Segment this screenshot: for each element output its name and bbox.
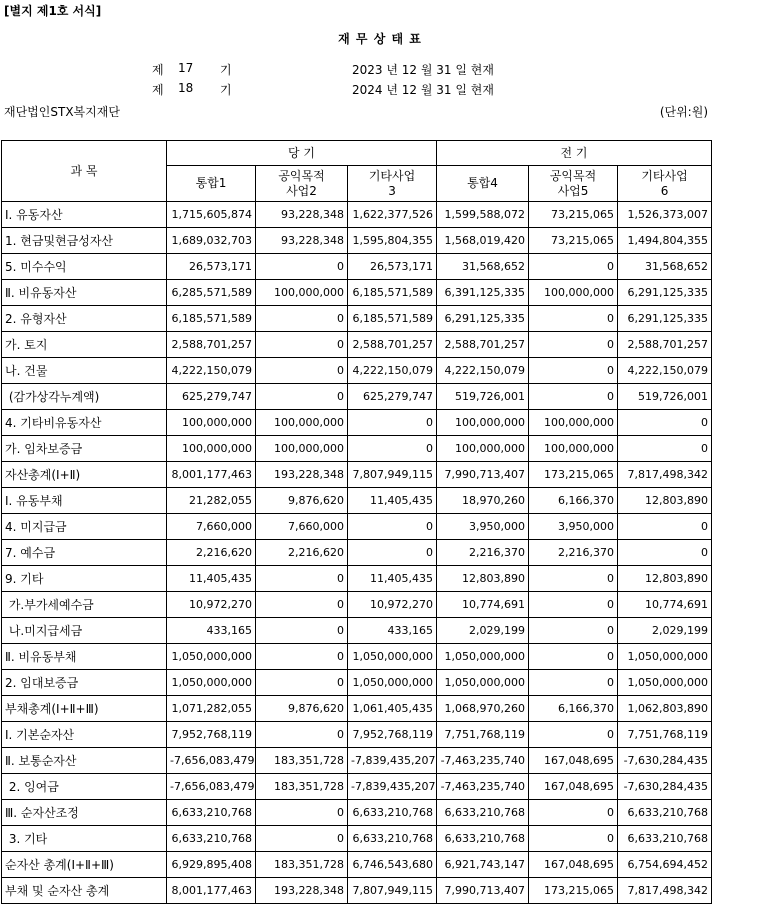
row-value: 1,494,804,355 bbox=[618, 228, 712, 254]
row-value: 1,071,282,055 bbox=[167, 696, 256, 722]
row-value: 0 bbox=[529, 670, 618, 696]
row-value: 4,222,150,079 bbox=[618, 358, 712, 384]
row-label: 부채총계(Ⅰ+Ⅱ+Ⅲ) bbox=[2, 696, 167, 722]
row-value: 73,215,065 bbox=[529, 228, 618, 254]
row-value: 0 bbox=[256, 618, 348, 644]
row-value: 0 bbox=[618, 436, 712, 462]
row-value: 167,048,695 bbox=[529, 852, 618, 878]
row-value: 1,595,804,355 bbox=[348, 228, 437, 254]
row-value: 2,029,199 bbox=[618, 618, 712, 644]
row-label: 자산총계(Ⅰ+Ⅱ) bbox=[2, 462, 167, 488]
table-row bbox=[2, 358, 712, 384]
row-value: 6,921,743,147 bbox=[437, 852, 529, 878]
column-header-line: 기타사업 bbox=[641, 168, 688, 183]
row-value: 0 bbox=[529, 618, 618, 644]
row-value: 93,228,348 bbox=[256, 202, 348, 228]
row-label: 5. 미수수익 bbox=[2, 254, 167, 280]
row-label: Ⅱ. 비유동부채 bbox=[2, 644, 167, 670]
row-value: 1,622,377,526 bbox=[348, 202, 437, 228]
previous-period-header: 전 기 bbox=[437, 141, 712, 166]
row-value: 0 bbox=[256, 384, 348, 410]
row-value: -7,656,083,479 bbox=[167, 748, 256, 774]
column-header-1 bbox=[167, 166, 256, 202]
table-row bbox=[2, 592, 712, 618]
row-value: 0 bbox=[256, 306, 348, 332]
row-value: 433,165 bbox=[348, 618, 437, 644]
period-2-prefix: 제 bbox=[152, 83, 164, 97]
entity-name: 재단법인STX복지재단 bbox=[4, 105, 120, 119]
row-value: 6,929,895,408 bbox=[167, 852, 256, 878]
column-header-3 bbox=[348, 166, 437, 202]
row-value: 1,050,000,000 bbox=[437, 670, 529, 696]
row-label: 1. 현금및현금성자산 bbox=[2, 228, 167, 254]
row-value: 6,633,210,768 bbox=[618, 826, 712, 852]
subject-header: 과 목 bbox=[2, 141, 167, 202]
row-value: 0 bbox=[529, 592, 618, 618]
table-row bbox=[2, 228, 712, 254]
column-header-line: 통합4 bbox=[467, 176, 498, 190]
row-label: Ⅰ. 유동자산 bbox=[2, 202, 167, 228]
row-label: (감가상각누계액) bbox=[2, 384, 167, 410]
row-value: 0 bbox=[529, 306, 618, 332]
period-2-suffix: 기 bbox=[220, 83, 232, 97]
row-value: 173,215,065 bbox=[529, 462, 618, 488]
row-value: 1,050,000,000 bbox=[348, 644, 437, 670]
row-value: 12,803,890 bbox=[618, 566, 712, 592]
row-value: 3,950,000 bbox=[529, 514, 618, 540]
column-header-6 bbox=[618, 166, 712, 202]
table-row bbox=[2, 566, 712, 592]
row-value: 6,291,125,335 bbox=[618, 306, 712, 332]
row-value: 193,228,348 bbox=[256, 878, 348, 904]
row-value: 100,000,000 bbox=[437, 436, 529, 462]
row-value: 0 bbox=[348, 436, 437, 462]
row-value: 2,216,620 bbox=[256, 540, 348, 566]
row-value: 0 bbox=[529, 566, 618, 592]
row-value: 519,726,001 bbox=[437, 384, 529, 410]
column-header-line: 기타사업 bbox=[368, 168, 416, 183]
row-value: 173,215,065 bbox=[529, 878, 618, 904]
row-value: 0 bbox=[256, 800, 348, 826]
row-value: 7,751,768,119 bbox=[437, 722, 529, 748]
row-value: 12,803,890 bbox=[437, 566, 529, 592]
row-label: 나. 건물 bbox=[2, 358, 167, 384]
row-value: 1,050,000,000 bbox=[618, 644, 712, 670]
table-row bbox=[2, 410, 712, 436]
row-value: 10,972,270 bbox=[348, 592, 437, 618]
row-value: 4,222,150,079 bbox=[167, 358, 256, 384]
row-value: 1,689,032,703 bbox=[167, 228, 256, 254]
row-value: 0 bbox=[529, 800, 618, 826]
row-value: 8,001,177,463 bbox=[167, 462, 256, 488]
row-value: 0 bbox=[618, 540, 712, 566]
row-value: 26,573,171 bbox=[167, 254, 256, 280]
period-2-date: 2024 년 12 월 31 일 현재 bbox=[352, 83, 494, 97]
row-label: 4. 미지급금 bbox=[2, 514, 167, 540]
row-value: 6,633,210,768 bbox=[437, 800, 529, 826]
row-value: 1,568,019,420 bbox=[437, 228, 529, 254]
row-label: Ⅲ. 순자산조정 bbox=[2, 800, 167, 826]
table-row bbox=[2, 280, 712, 306]
row-value: 100,000,000 bbox=[256, 436, 348, 462]
table-row bbox=[2, 488, 712, 514]
row-label: 가. 토지 bbox=[2, 332, 167, 358]
row-value: -7,630,284,435 bbox=[618, 774, 712, 800]
row-value: 10,972,270 bbox=[167, 592, 256, 618]
row-value: 7,807,949,115 bbox=[348, 878, 437, 904]
row-label: 가.부가세예수금 bbox=[2, 592, 167, 618]
row-value: 100,000,000 bbox=[529, 280, 618, 306]
row-value: 100,000,000 bbox=[256, 410, 348, 436]
row-value: -7,463,235,740 bbox=[437, 748, 529, 774]
column-header-line: 3 bbox=[388, 183, 396, 198]
row-value: 2,216,620 bbox=[167, 540, 256, 566]
row-value: 6,291,125,335 bbox=[437, 306, 529, 332]
row-value: 7,952,768,119 bbox=[167, 722, 256, 748]
row-value: 0 bbox=[256, 332, 348, 358]
period-1-prefix: 제 bbox=[152, 63, 164, 77]
row-value: 1,061,405,435 bbox=[348, 696, 437, 722]
row-value: 433,165 bbox=[167, 618, 256, 644]
row-value: 1,062,803,890 bbox=[618, 696, 712, 722]
row-value: -7,656,083,479 bbox=[167, 774, 256, 800]
row-value: 0 bbox=[529, 826, 618, 852]
row-label: 가. 임차보증금 bbox=[2, 436, 167, 462]
table-row bbox=[2, 306, 712, 332]
row-value: 6,285,571,589 bbox=[167, 280, 256, 306]
row-value: 1,050,000,000 bbox=[437, 644, 529, 670]
column-header-line: 통합1 bbox=[195, 176, 227, 190]
row-value: 0 bbox=[529, 332, 618, 358]
row-value: 0 bbox=[348, 514, 437, 540]
row-value: 6,166,370 bbox=[529, 696, 618, 722]
row-value: 1,050,000,000 bbox=[618, 670, 712, 696]
row-value: 7,952,768,119 bbox=[348, 722, 437, 748]
row-value: 0 bbox=[256, 826, 348, 852]
row-value: 7,817,498,342 bbox=[618, 462, 712, 488]
row-value: 10,774,691 bbox=[437, 592, 529, 618]
table-row bbox=[2, 800, 712, 826]
table-row bbox=[2, 332, 712, 358]
row-value: -7,839,435,207 bbox=[348, 748, 437, 774]
row-value: 6,633,210,768 bbox=[167, 826, 256, 852]
row-value: 73,215,065 bbox=[529, 202, 618, 228]
row-value: 0 bbox=[618, 514, 712, 540]
row-value: 0 bbox=[256, 644, 348, 670]
row-value: 6,633,210,768 bbox=[348, 800, 437, 826]
row-value: 2,588,701,257 bbox=[618, 332, 712, 358]
row-value: 0 bbox=[348, 410, 437, 436]
period-2-number: 18 bbox=[178, 81, 194, 95]
row-value: 1,050,000,000 bbox=[167, 644, 256, 670]
row-value: 167,048,695 bbox=[529, 774, 618, 800]
row-value: 31,568,652 bbox=[437, 254, 529, 280]
row-value: 6,633,210,768 bbox=[437, 826, 529, 852]
period-1-number: 17 bbox=[178, 61, 194, 75]
table-row bbox=[2, 774, 712, 800]
row-label: Ⅱ. 보통순자산 bbox=[2, 748, 167, 774]
row-value: 11,405,435 bbox=[348, 488, 437, 514]
row-value: 31,568,652 bbox=[618, 254, 712, 280]
row-value: 0 bbox=[529, 722, 618, 748]
table-row bbox=[2, 462, 712, 488]
row-value: 21,282,055 bbox=[167, 488, 256, 514]
column-header-line: 공익목적 bbox=[549, 168, 597, 183]
row-value: 183,351,728 bbox=[256, 774, 348, 800]
document-title: 재 무 상 태 표 bbox=[338, 32, 422, 46]
table-row bbox=[2, 878, 712, 904]
row-value: 7,817,498,342 bbox=[618, 878, 712, 904]
row-label: 3. 기타 bbox=[2, 826, 167, 852]
row-value: 6,746,543,680 bbox=[348, 852, 437, 878]
column-header-line: 사업5 bbox=[557, 183, 589, 198]
table-row bbox=[2, 852, 712, 878]
row-label: 순자산 총계(Ⅰ+Ⅱ+Ⅲ) bbox=[2, 852, 167, 878]
table-row bbox=[2, 826, 712, 852]
table-row bbox=[2, 540, 712, 566]
row-value: 0 bbox=[618, 410, 712, 436]
table-row bbox=[2, 618, 712, 644]
row-value: 10,774,691 bbox=[618, 592, 712, 618]
row-value: 93,228,348 bbox=[256, 228, 348, 254]
row-label: 9. 기타 bbox=[2, 566, 167, 592]
row-value: 12,803,890 bbox=[618, 488, 712, 514]
row-value: 2,588,701,257 bbox=[348, 332, 437, 358]
row-value: 0 bbox=[529, 254, 618, 280]
unit-label: (단위:원) bbox=[659, 105, 708, 119]
row-value: 1,599,588,072 bbox=[437, 202, 529, 228]
row-value: 0 bbox=[529, 644, 618, 670]
row-value: 7,807,949,115 bbox=[348, 462, 437, 488]
row-value: -7,839,435,207 bbox=[348, 774, 437, 800]
row-value: 6,166,370 bbox=[529, 488, 618, 514]
table-row bbox=[2, 254, 712, 280]
row-value: 6,185,571,589 bbox=[348, 306, 437, 332]
row-value: 0 bbox=[256, 254, 348, 280]
row-value: 0 bbox=[256, 722, 348, 748]
row-value: 18,970,260 bbox=[437, 488, 529, 514]
row-label: 4. 기타비유동자산 bbox=[2, 410, 167, 436]
row-value: 100,000,000 bbox=[529, 410, 618, 436]
row-value: 6,633,210,768 bbox=[618, 800, 712, 826]
row-label: 나.미지급세금 bbox=[2, 618, 167, 644]
row-value: 1,068,970,260 bbox=[437, 696, 529, 722]
row-value: 6,633,210,768 bbox=[348, 826, 437, 852]
row-value: 2,216,370 bbox=[437, 540, 529, 566]
row-value: 6,291,125,335 bbox=[618, 280, 712, 306]
row-value: 100,000,000 bbox=[167, 410, 256, 436]
row-label: 2. 잉여금 bbox=[2, 774, 167, 800]
column-header-line: 공익목적 bbox=[278, 168, 325, 183]
row-label: 부채 및 순자산 총계 bbox=[2, 878, 167, 904]
row-value: 4,222,150,079 bbox=[437, 358, 529, 384]
table-row bbox=[2, 202, 712, 228]
row-value: 2,216,370 bbox=[529, 540, 618, 566]
row-value: 2,029,199 bbox=[437, 618, 529, 644]
table-row bbox=[2, 670, 712, 696]
row-value: 11,405,435 bbox=[167, 566, 256, 592]
row-value: 100,000,000 bbox=[167, 436, 256, 462]
row-label: 7. 예수금 bbox=[2, 540, 167, 566]
row-value: 100,000,000 bbox=[437, 410, 529, 436]
row-value: 0 bbox=[256, 592, 348, 618]
row-value: 6,633,210,768 bbox=[167, 800, 256, 826]
row-value: 6,391,125,335 bbox=[437, 280, 529, 306]
row-value: 167,048,695 bbox=[529, 748, 618, 774]
row-value: 183,351,728 bbox=[256, 852, 348, 878]
row-value: 100,000,000 bbox=[256, 280, 348, 306]
row-value: 1,715,605,874 bbox=[167, 202, 256, 228]
row-value: -7,630,284,435 bbox=[618, 748, 712, 774]
row-value: 625,279,747 bbox=[167, 384, 256, 410]
row-value: 519,726,001 bbox=[618, 384, 712, 410]
row-value: 1,050,000,000 bbox=[348, 670, 437, 696]
table-row bbox=[2, 696, 712, 722]
row-value: 193,228,348 bbox=[256, 462, 348, 488]
row-value: 7,660,000 bbox=[167, 514, 256, 540]
row-value: 0 bbox=[529, 384, 618, 410]
table-row bbox=[2, 514, 712, 540]
row-label: Ⅰ. 기본순자산 bbox=[2, 722, 167, 748]
row-value: 100,000,000 bbox=[529, 436, 618, 462]
table-row bbox=[2, 436, 712, 462]
row-label: Ⅰ. 유동부채 bbox=[2, 488, 167, 514]
row-value: 0 bbox=[529, 358, 618, 384]
current-period-header: 당 기 bbox=[167, 141, 437, 166]
row-value: -7,463,235,740 bbox=[437, 774, 529, 800]
row-value: 0 bbox=[256, 566, 348, 592]
row-value: 7,751,768,119 bbox=[618, 722, 712, 748]
row-label: Ⅱ. 비유동자산 bbox=[2, 280, 167, 306]
row-value: 4,222,150,079 bbox=[348, 358, 437, 384]
row-value: 1,526,373,007 bbox=[618, 202, 712, 228]
row-value: 1,050,000,000 bbox=[167, 670, 256, 696]
row-value: 26,573,171 bbox=[348, 254, 437, 280]
row-value: 183,351,728 bbox=[256, 748, 348, 774]
row-label: 2. 임대보증금 bbox=[2, 670, 167, 696]
row-value: 9,876,620 bbox=[256, 696, 348, 722]
row-value: 0 bbox=[256, 358, 348, 384]
table-row bbox=[2, 384, 712, 410]
row-value: 6,185,571,589 bbox=[167, 306, 256, 332]
row-value: 11,405,435 bbox=[348, 566, 437, 592]
row-value: 2,588,701,257 bbox=[167, 332, 256, 358]
period-1-suffix: 기 bbox=[220, 63, 232, 77]
row-label: 2. 유형자산 bbox=[2, 306, 167, 332]
form-label: [별지 제1호 서식] bbox=[4, 4, 102, 18]
row-value: 2,588,701,257 bbox=[437, 332, 529, 358]
row-value: 6,754,694,452 bbox=[618, 852, 712, 878]
row-value: 7,990,713,407 bbox=[437, 878, 529, 904]
row-value: 7,990,713,407 bbox=[437, 462, 529, 488]
row-value: 6,185,571,589 bbox=[348, 280, 437, 306]
row-value: 0 bbox=[256, 670, 348, 696]
column-header-5 bbox=[529, 166, 618, 202]
row-value: 0 bbox=[348, 540, 437, 566]
row-value: 9,876,620 bbox=[256, 488, 348, 514]
column-header-line: 6 bbox=[660, 183, 669, 198]
row-value: 625,279,747 bbox=[348, 384, 437, 410]
row-value: 7,660,000 bbox=[256, 514, 348, 540]
table-row bbox=[2, 722, 712, 748]
column-header-2 bbox=[256, 166, 348, 202]
column-header-4 bbox=[437, 166, 529, 202]
row-value: 3,950,000 bbox=[437, 514, 529, 540]
period-1-date: 2023 년 12 월 31 일 현재 bbox=[352, 63, 494, 77]
table-row bbox=[2, 644, 712, 670]
column-header-line: 사업2 bbox=[286, 183, 317, 198]
row-value: 8,001,177,463 bbox=[167, 878, 256, 904]
balance-sheet-table bbox=[1, 140, 712, 904]
table-row bbox=[2, 748, 712, 774]
